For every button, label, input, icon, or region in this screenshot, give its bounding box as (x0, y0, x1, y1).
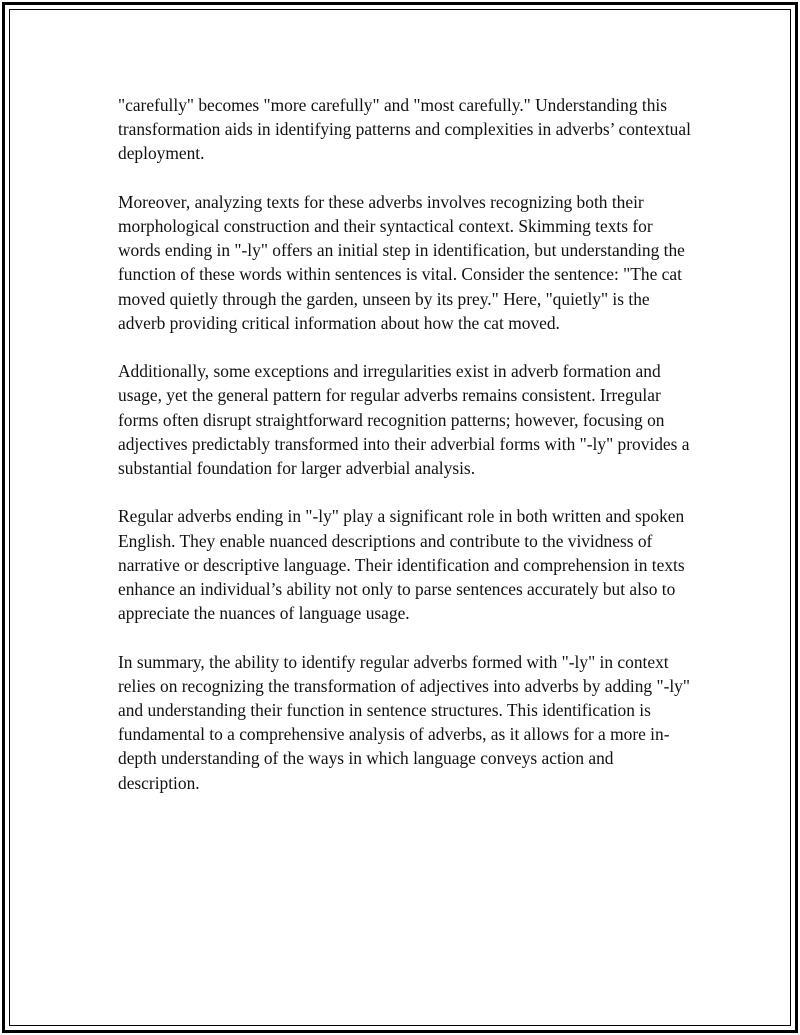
paragraph: In summary, the ability to identify regular adverbs formed with "-ly" in context relies on recognizing the transformation of adjectives into adverbs by adding "-ly" and understanding their function in sentence structures. This identification is fundamental to a comprehensive analysis of adverbs, as it allows for a more in-depth understanding of the ways in which language conveys action and description. (118, 651, 690, 793)
paragraph: Additionally, some exceptions and irregularities exist in adverb formation and usage, yet the general pattern for regular adverbs remains consistent. Irregular forms often disrupt straightforward recognition patterns; however, focusing on adjectives predictably transformed into their adverbial forms with "-ly" provides a substantial foundation for larger adverbial analysis. (118, 361, 690, 479)
paragraph: Moreover, analyzing texts for these adverbs involves recognizing both their morphological construction and their syntactical context. Skimming texts for words ending in "-ly" offers an initial step in identification, but understanding the function of these words within sentences is vital. Consider the sentence: "The cat moved quietly through the garden, unseen by its prey." Here, "quietly" is the adverb providing critical information about how the cat moved. (118, 191, 685, 333)
document-body (118, 93, 698, 819)
paragraph: Regular adverbs ending in "-ly" play a significant role in both written and spoken English. They enable nuanced descriptions and contribute to the vividness of narrative or descriptive language. Their identification and comprehension in texts enhance an individual’s ability not only to parse sentences accurately but also to appreciate the nuances of language usage. (118, 506, 685, 624)
paragraph: "carefully" becomes "more carefully" and "most carefully." Understanding this transformation aids in identifying patterns and complexities in adverbs’ contextual deployment. (118, 95, 691, 164)
